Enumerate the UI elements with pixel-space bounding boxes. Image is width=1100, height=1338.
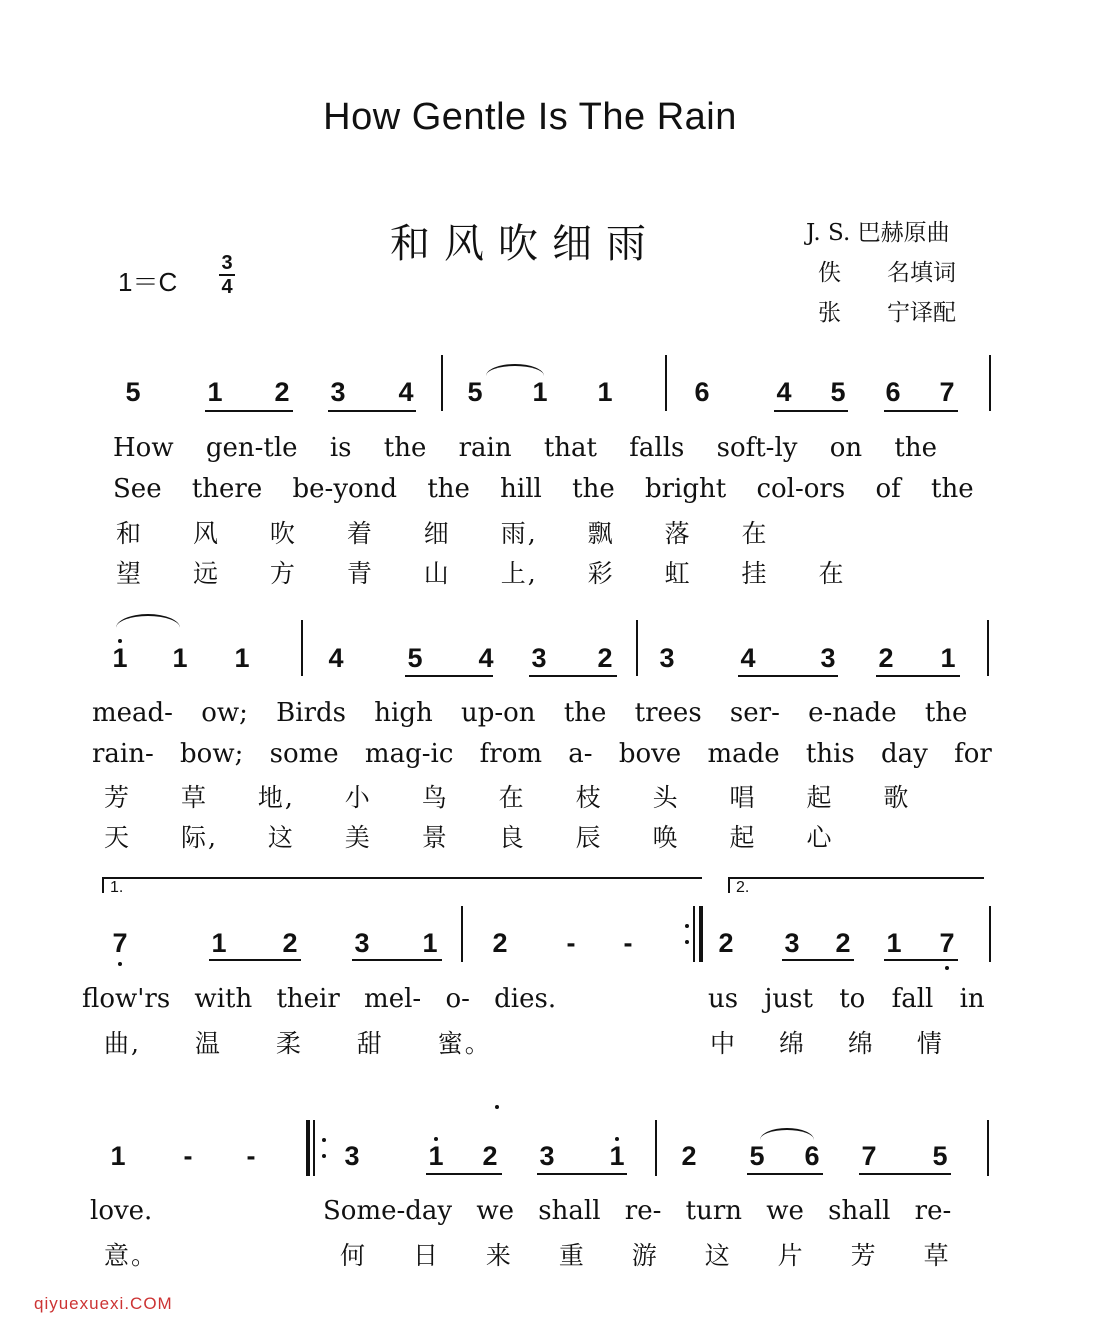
note: 7 <box>861 1141 877 1171</box>
beam <box>884 959 958 961</box>
note: 7 <box>939 377 955 407</box>
beam <box>738 675 838 677</box>
note: 5 <box>932 1141 948 1171</box>
note: 3 <box>820 643 836 673</box>
note: - <box>623 928 633 958</box>
note: 6 <box>694 377 710 407</box>
note: 5 <box>467 377 483 407</box>
lyrics-english-verse-2: Some-day we shall re- turn we shall re- <box>323 1196 952 1226</box>
barline <box>461 906 463 962</box>
note: 3 <box>539 1141 555 1171</box>
note: 2 <box>597 643 613 673</box>
note: 2 <box>878 643 894 673</box>
lyrics-english-verse-2: rain- bow; some mag-ic from a- bove made this day for <box>92 739 992 769</box>
lyrics-english-verse-2: See there be-yond the hill the bright col-ors of the <box>113 474 974 504</box>
note: 1 <box>428 1141 444 1171</box>
note: 1 <box>597 377 613 407</box>
note: 4 <box>478 643 494 673</box>
lyrics-english-verse-1: How gen-tle is the rain that falls soft-ly on the <box>113 433 937 463</box>
lyrics-chinese-verse-1: 和 风 吹 着 细 雨, 飘 落 在 <box>116 519 769 548</box>
barline <box>636 620 638 676</box>
note: 2 <box>274 377 290 407</box>
note: - <box>183 1141 193 1171</box>
lyrics-chinese-verse-2: 望 远 方 青 山 上, 彩 虹 挂 在 <box>116 559 846 588</box>
repeat-end-barline-thick <box>699 906 703 962</box>
high-octave-dot <box>118 639 122 643</box>
beam <box>884 410 958 412</box>
note: 4 <box>776 377 792 407</box>
note: 1 <box>207 377 223 407</box>
note: 3 <box>659 643 675 673</box>
note: 2 <box>492 928 508 958</box>
key-signature: 1＝C <box>118 267 178 297</box>
beam <box>205 410 293 412</box>
note: 1 <box>112 643 128 673</box>
first-ending-bracket <box>102 877 702 896</box>
first-ending-label: 1. <box>110 879 124 896</box>
barline <box>301 620 303 676</box>
barline <box>441 355 443 411</box>
composer-credit: J. S. 巴赫原曲 <box>806 220 950 246</box>
accent-mark <box>495 1105 499 1109</box>
translator-credit: 张 宁译配 <box>818 300 956 326</box>
repeat-start-barline <box>313 1120 315 1176</box>
repeat-start-barline-thick <box>306 1120 310 1176</box>
note: 1 <box>609 1141 625 1171</box>
barline <box>665 355 667 411</box>
barline <box>655 1120 657 1176</box>
beam <box>405 675 493 677</box>
beam <box>782 959 854 961</box>
note: 2 <box>482 1141 498 1171</box>
high-octave-dot <box>615 1137 619 1141</box>
note: 3 <box>344 1141 360 1171</box>
repeat-dot <box>322 1138 326 1142</box>
note: 7 <box>112 928 128 958</box>
beam <box>352 959 442 961</box>
note: 1 <box>172 643 188 673</box>
lyrics-chinese-verse-1: 意。 <box>104 1241 159 1270</box>
note: 3 <box>330 377 346 407</box>
note: 4 <box>328 643 344 673</box>
lyrics-chinese-verse-2: 中 绵 绵 情 <box>710 1029 944 1058</box>
barline <box>987 1120 989 1176</box>
note: 4 <box>740 643 756 673</box>
low-octave-dot <box>945 966 949 970</box>
beam <box>328 410 416 412</box>
note: 2 <box>718 928 734 958</box>
repeat-end-barline <box>693 906 695 962</box>
note: 1 <box>886 928 902 958</box>
note: 7 <box>939 928 955 958</box>
note: 4 <box>398 377 414 407</box>
time-signature-top: 3 <box>221 252 233 274</box>
lyrics-english-verse-1: flow'rs with their mel- o- dies. <box>82 984 557 1014</box>
lyricist-credit: 佚 名填词 <box>818 260 956 286</box>
beam <box>747 1173 823 1175</box>
note: 1 <box>110 1141 126 1171</box>
beam <box>426 1173 502 1175</box>
second-ending-label: 2. <box>736 879 750 896</box>
beam <box>774 410 848 412</box>
repeat-dot <box>322 1154 326 1158</box>
high-octave-dot <box>434 1137 438 1141</box>
site-watermark: qiyuexuexi.COM <box>34 1294 173 1313</box>
slur <box>116 614 180 628</box>
note: 3 <box>531 643 547 673</box>
note: 6 <box>885 377 901 407</box>
lyrics-english-verse-2: us just to fall in <box>708 984 985 1014</box>
time-signature <box>219 252 235 298</box>
note: 5 <box>407 643 423 673</box>
low-octave-dot <box>118 962 122 966</box>
second-ending-bracket <box>728 877 984 896</box>
note: 2 <box>282 928 298 958</box>
note: 5 <box>749 1141 765 1171</box>
title-english: How Gentle Is The Rain <box>323 96 737 138</box>
lyrics-chinese-verse-2: 何 日 来 重 游 这 片 芳 草 <box>340 1241 951 1270</box>
lyrics-chinese-verse-2: 天 际, 这 美 景 良 辰 唤 起 心 <box>104 823 834 852</box>
note: - <box>246 1141 256 1171</box>
note: - <box>566 928 576 958</box>
lyrics-chinese-verse-1: 芳 草 地, 小 鸟 在 枝 头 唱 起 歌 <box>104 783 911 812</box>
beam <box>209 959 301 961</box>
note: 1 <box>940 643 956 673</box>
lyrics-chinese-verse-1: 曲, 温 柔 甜 蜜。 <box>104 1029 492 1058</box>
repeat-dot <box>685 940 689 944</box>
note: 1 <box>234 643 250 673</box>
note: 5 <box>125 377 141 407</box>
note: 3 <box>784 928 800 958</box>
barline <box>989 355 991 411</box>
note: 5 <box>830 377 846 407</box>
note: 1 <box>422 928 438 958</box>
slur <box>760 1128 814 1140</box>
slur <box>486 364 544 376</box>
note: 3 <box>354 928 370 958</box>
time-signature-bottom: 4 <box>221 276 233 298</box>
lyrics-english-verse-1: mead- ow; Birds high up-on the trees ser- e-nade the <box>92 698 968 728</box>
note: 2 <box>681 1141 697 1171</box>
title-chinese: 和风吹细雨 <box>390 221 660 267</box>
beam <box>859 1173 951 1175</box>
beam <box>537 1173 627 1175</box>
barline <box>987 620 989 676</box>
note: 1 <box>211 928 227 958</box>
note: 2 <box>835 928 851 958</box>
lyrics-english-verse-1: love. <box>90 1196 153 1226</box>
note: 1 <box>532 377 548 407</box>
beam <box>529 675 617 677</box>
repeat-dot <box>685 924 689 928</box>
beam <box>876 675 960 677</box>
note: 6 <box>804 1141 820 1171</box>
barline <box>989 906 991 962</box>
